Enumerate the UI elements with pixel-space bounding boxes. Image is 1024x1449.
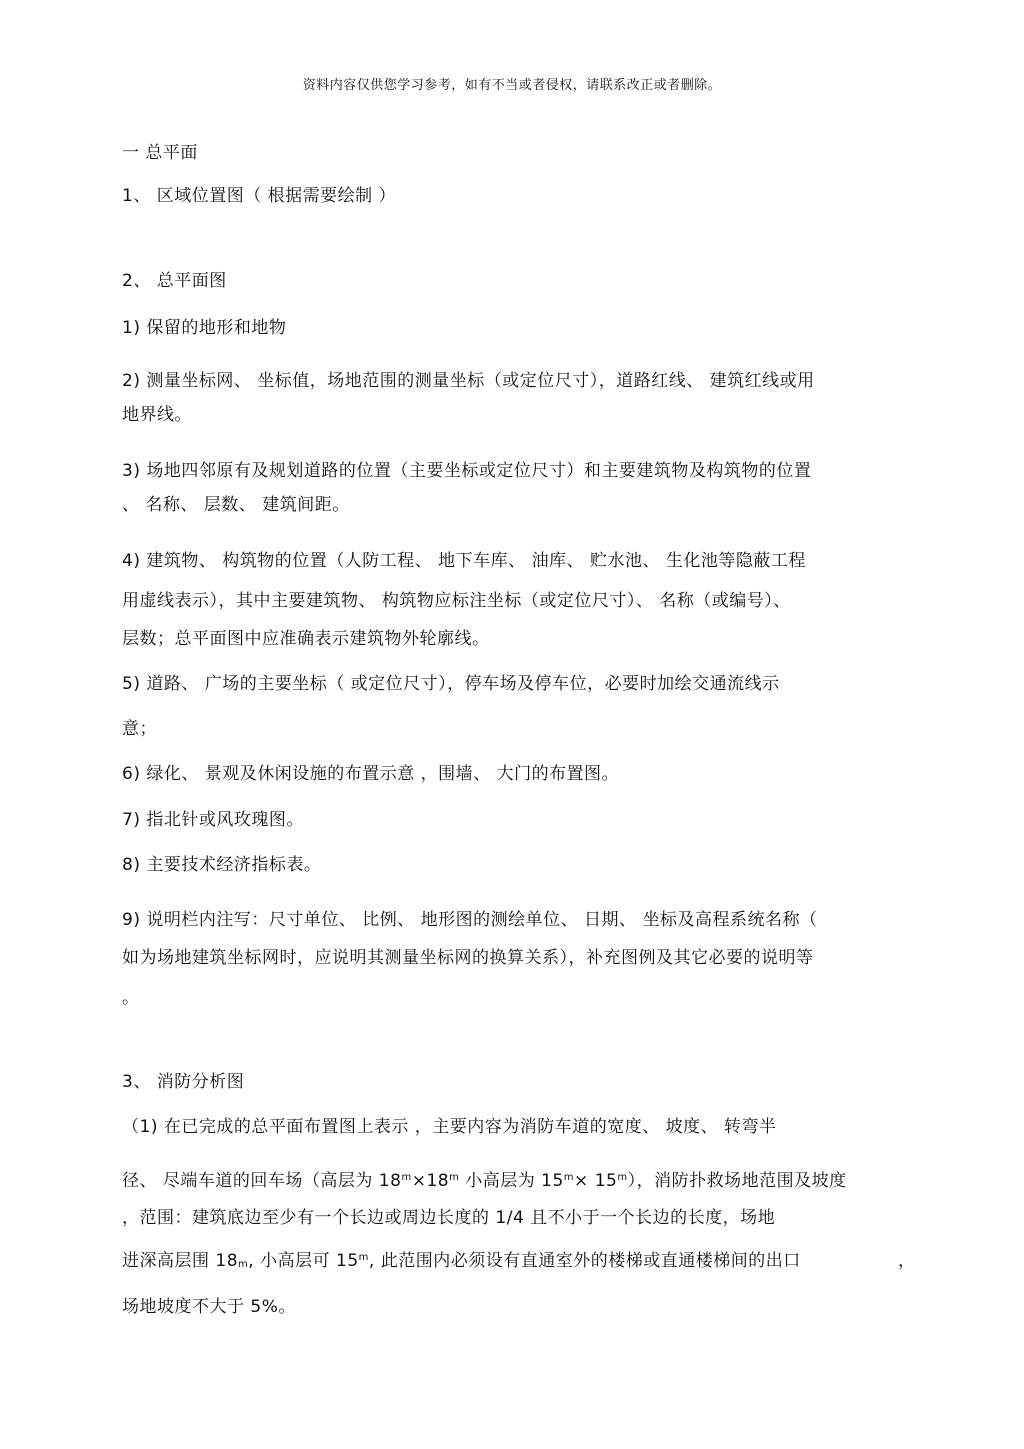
sub-item-3-line-2: 、 名称、 层数、 建筑间距。 [122, 495, 350, 515]
sub-item-2-line-2: 地界线。 [122, 405, 192, 425]
text-segment: ×18 [411, 1171, 450, 1191]
text-segment: ），消防扑救场地范围及坡度 [627, 1171, 847, 1191]
page-header-notice: 资料内容仅供您学习参考，如有不当或者侵权，请联系改正或者删除。 [302, 78, 722, 93]
text-segment: , 小高层可 15 [248, 1251, 359, 1271]
unit-subscript: m [238, 1259, 249, 1270]
fire-item-1-line-1: （1) 在已完成的总平面布置图上表示 ，主要内容为消防车道的宽度、 坡度、 转弯半 [122, 1117, 777, 1137]
sub-item-5-line-1: 5) 道路、 广场的主要坐标（ 或定位尺寸），停车场及停车位，必要时加绘交通流线示 [122, 674, 780, 694]
item-3-fire-analysis: 3、 消防分析图 [122, 1072, 245, 1092]
sub-item-3-line-1: 3) 场地四邻原有及规划道路的位置（主要坐标或定位尺寸）和主要建筑物及构筑物的位置 [122, 461, 812, 481]
sub-item-9-line-1: 9) 说明栏内注写：尺寸单位、 比例、 地形图的测绘单位、 日期、 坐标及高程系统名称（ [122, 910, 818, 930]
unit-superscript: m [358, 1252, 369, 1263]
unit-superscript: m [449, 1172, 460, 1183]
fire-item-1-line-3: ，范围：建筑底边至少有一个长边或周边长度的 1/4 且不小于一个长边的长度，场地 [122, 1208, 776, 1228]
text-segment: , 此范围内必须设有直通室外的楼梯或直通楼梯间的出口 [368, 1251, 801, 1271]
sub-item-9-line-2: 如为场地建筑坐标网时，应说明其测量坐标网的换算关系），补充图例及其它必要的说明等 [122, 948, 814, 968]
sub-item-7: 7) 指北针或风玫瑰图。 [122, 810, 304, 830]
item-2-site-plan: 2、 总平面图 [122, 271, 227, 291]
sub-item-8: 8) 主要技术经济指标表。 [122, 855, 322, 875]
text-segment: 进深高层围 18 [122, 1251, 239, 1271]
section-1-heading: 一 总平面 [122, 143, 198, 163]
fire-item-1-line-2 [122, 1166, 847, 1191]
unit-superscript: m [563, 1172, 575, 1183]
sub-item-4-line-1: 4) 建筑物、 构筑物的位置（人防工程、 地下车库、 油库、 贮水池、 生化池等隐蔽工程 [122, 551, 806, 571]
fire-item-1-line-5: 场地坡度不大于 5%。 [122, 1297, 296, 1317]
sub-item-5-line-2: 意； [122, 719, 157, 739]
unit-superscript: m [401, 1172, 412, 1183]
text-segment: × 15 [574, 1171, 618, 1191]
unit-superscript: m [617, 1172, 628, 1183]
sub-item-4-line-3: 层数；总平面图中应准确表示建筑物外轮廓线。 [122, 629, 490, 649]
sub-item-6: 6) 绿化、 景观及休闲设施的布置示意 ，围墙、 大门的布置图。 [122, 764, 620, 784]
sub-item-2-line-1: 2) 测量坐标网、 坐标值，场地范围的测量坐标（或定位尺寸），道路红线、 建筑红线或用 [122, 371, 815, 391]
fire-item-1-line-4 [122, 1246, 801, 1271]
sub-item-4-line-2: 用虚线表示），其中主要建筑物、 构筑物应标注坐标（或定位尺寸）、 名称（或编号）、 [122, 591, 791, 611]
item-1-regional-location-map: 1、 区域位置图（ 根据需要绘制 ） [122, 186, 397, 206]
text-segment: 小高层为 15 [459, 1171, 564, 1191]
fire-item-1-line-4-trailing-comma: ， [898, 1251, 916, 1271]
sub-item-1: 1) 保留的地形和地物 [122, 318, 287, 338]
text-segment: 径、 尽端车道的回车场（高层为 18 [122, 1171, 402, 1191]
sub-item-9-line-3: 。 [122, 988, 140, 1008]
